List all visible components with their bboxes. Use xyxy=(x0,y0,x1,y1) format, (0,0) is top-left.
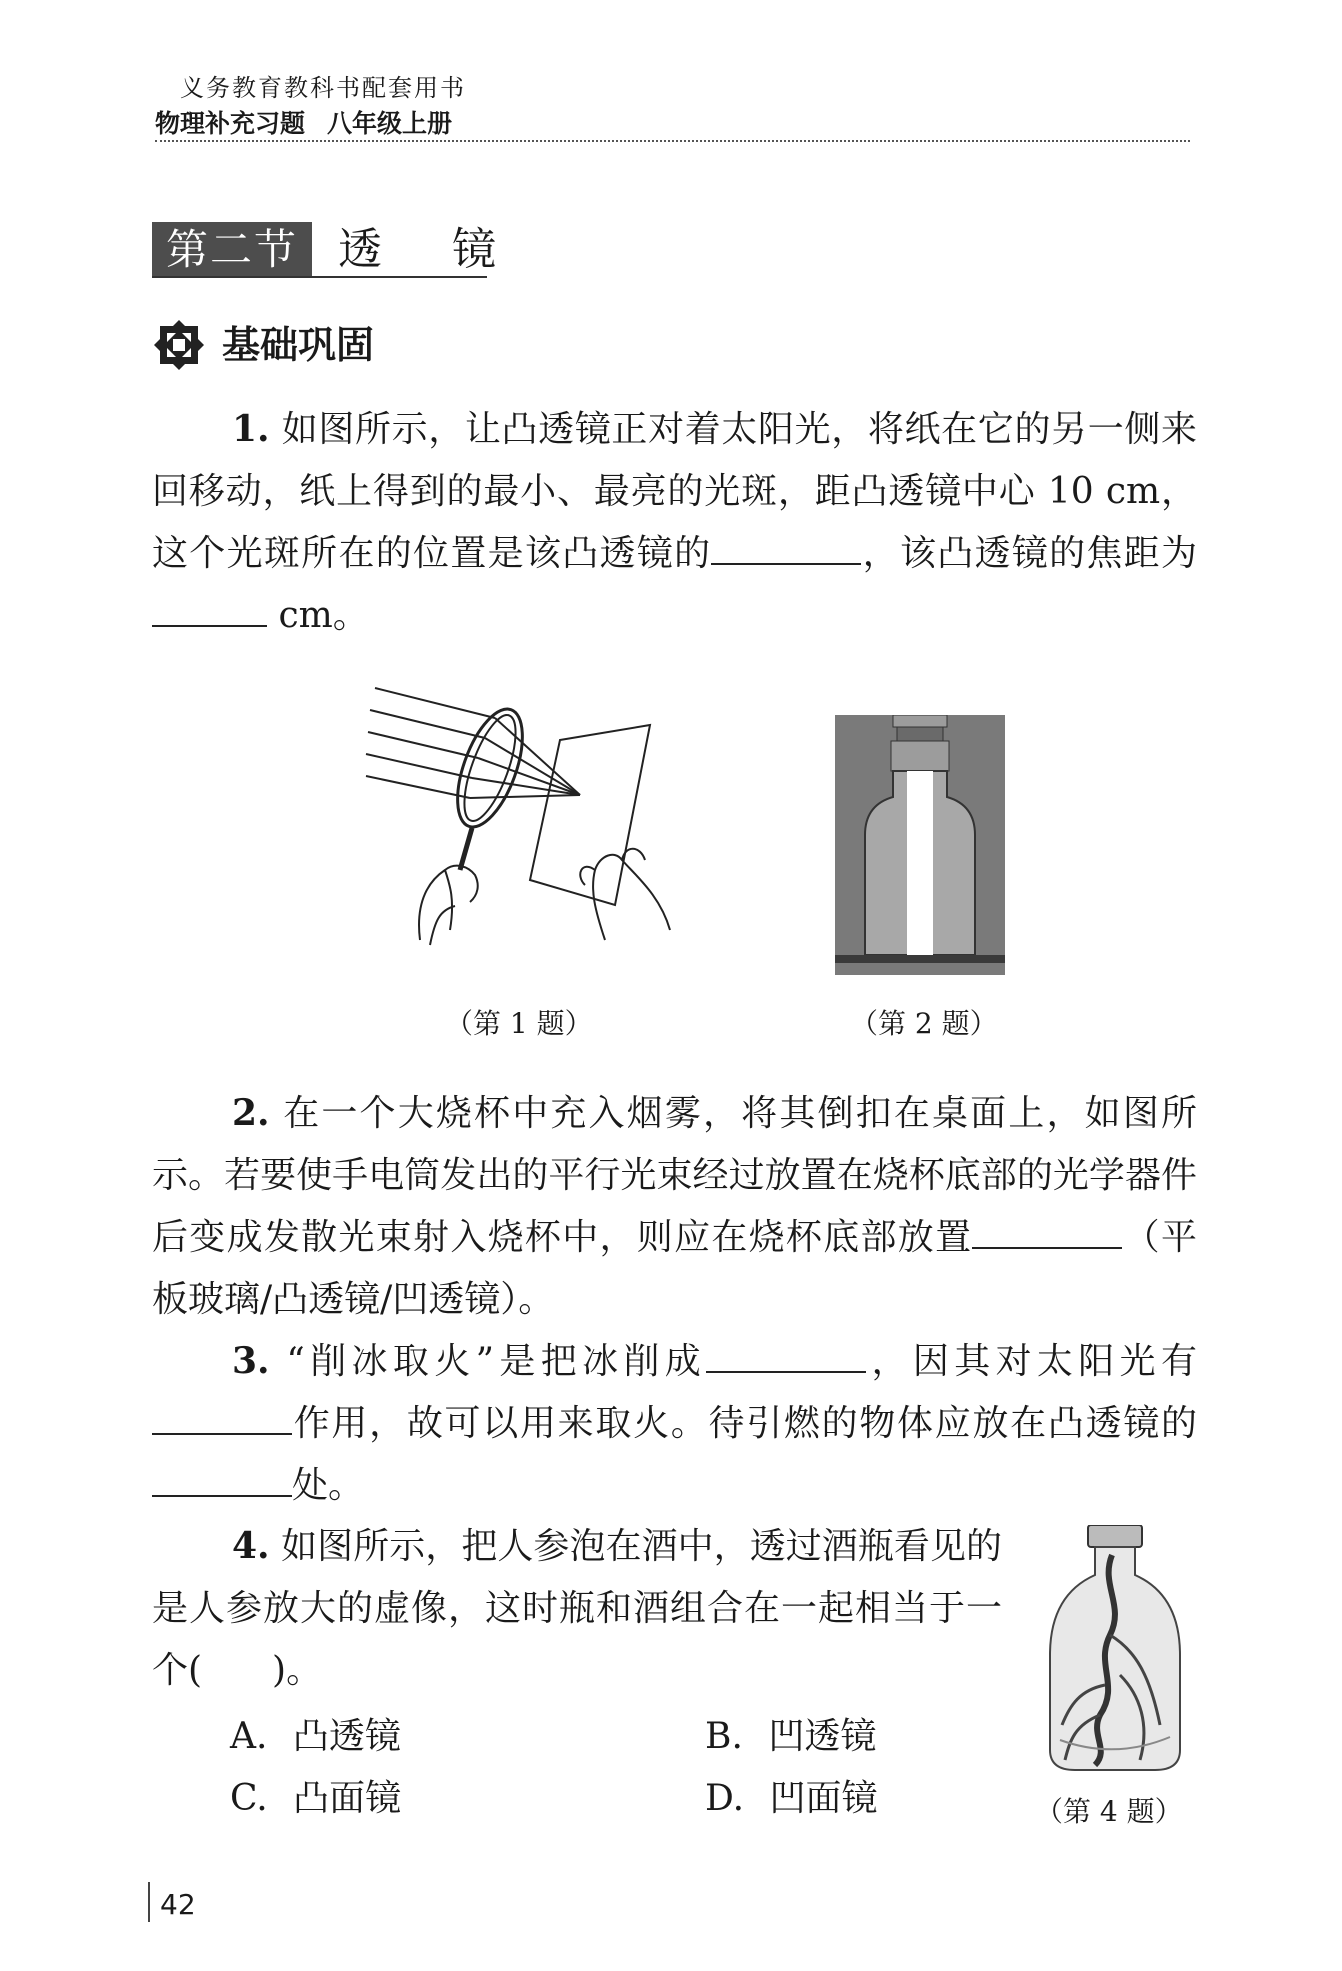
option-b-letter: B. xyxy=(705,1716,743,1757)
option-a-letter: A. xyxy=(230,1716,268,1757)
option-d-letter: D. xyxy=(705,1778,745,1819)
option-d[interactable] xyxy=(705,1770,878,1821)
figure-2-beaker xyxy=(835,715,1005,975)
question-4-text-a: 如图所示，把人参泡在酒中，透过酒瓶看见的是人参放大的虚像，这时瓶和酒组合在一起相当于一个( xyxy=(152,1526,1002,1691)
question-3-text-b: ，因其对太阳光有 xyxy=(866,1341,1197,1382)
figure-4-caption: （第 4 题） xyxy=(1035,1795,1183,1828)
option-b-text: 凹透镜 xyxy=(768,1716,877,1757)
grade-label: 八年级上册 xyxy=(327,109,453,138)
question-4 xyxy=(152,1515,1002,1702)
question-2-number: 2. xyxy=(232,1092,270,1134)
option-c-text: 凸面镜 xyxy=(293,1778,402,1819)
answer-blank-device[interactable] xyxy=(972,1207,1122,1249)
figure-1-caption: （第 1 题） xyxy=(445,1007,593,1040)
option-c[interactable] xyxy=(230,1770,401,1821)
answer-blank-focal-length[interactable] xyxy=(152,585,267,627)
question-4-text-b: )。 xyxy=(272,1650,323,1691)
subsection-title: 基础巩固 xyxy=(222,323,375,367)
question-1-text-c: cm。 xyxy=(267,595,369,636)
figure-1-lens-sunlight xyxy=(360,670,690,950)
question-2-text-a: 在一个大烧杯中充入烟雾，将其倒扣在桌面上，如图所示。若要使手电筒发出的平行光束经过放置在烧杯底部的光学器件后变成发散光束射入烧杯中，则应在烧杯底部放置 xyxy=(152,1093,1197,1258)
question-1 xyxy=(152,398,1197,647)
question-4-number: 4. xyxy=(232,1525,270,1567)
option-d-text: 凹面镜 xyxy=(769,1778,878,1819)
section-underline xyxy=(152,276,487,278)
question-1-text-b: ，该凸透镜的焦距为 xyxy=(861,533,1197,574)
option-a[interactable] xyxy=(230,1708,401,1759)
option-b[interactable] xyxy=(705,1708,876,1759)
question-1-number: 1. xyxy=(232,408,270,450)
answer-blank-effect[interactable] xyxy=(152,1393,292,1435)
question-2-text-b: （平板玻璃/凸透镜/凹透镜）。 xyxy=(152,1217,1197,1320)
question-3-text-d: 处。 xyxy=(292,1465,365,1506)
page-number: 42 xyxy=(160,1888,196,1921)
section-title: 透 镜 xyxy=(338,224,524,275)
page-number-bar xyxy=(148,1882,150,1922)
diamond-badge-icon xyxy=(152,318,206,372)
question-2 xyxy=(152,1082,1197,1331)
question-1-text-a: 如图所示，让凸透镜正对着太阳光，将纸在它的另一侧来回移动，纸上得到的最小、最亮的光斑，距凸透镜中心 10 cm，这个光斑所在的位置是该凸透镜的 xyxy=(152,409,1197,574)
option-a-text: 凸透镜 xyxy=(292,1716,401,1757)
question-3-text-a: “削冰取火”是把冰削成 xyxy=(286,1341,707,1382)
option-c-letter: C. xyxy=(230,1778,268,1819)
book-title xyxy=(155,104,474,140)
answer-blank-position[interactable] xyxy=(152,1455,292,1497)
book-name: 物理补充习题 xyxy=(155,109,306,138)
figure-4-ginseng-bottle xyxy=(1040,1525,1190,1775)
figure-2-caption: （第 2 题） xyxy=(850,1007,998,1040)
answer-blank-focus[interactable] xyxy=(711,523,861,565)
header-divider xyxy=(155,140,1190,142)
series-title: 义务教育教科书配套用书 xyxy=(180,74,466,102)
section-badge: 第二节 xyxy=(152,222,312,278)
answer-blank-shape[interactable] xyxy=(706,1331,866,1373)
question-3-number: 3. xyxy=(232,1340,270,1382)
question-3-text-c: 作用，故可以用来取火。待引燃的物体应放在凸透镜的 xyxy=(292,1403,1197,1444)
question-3 xyxy=(152,1330,1197,1517)
